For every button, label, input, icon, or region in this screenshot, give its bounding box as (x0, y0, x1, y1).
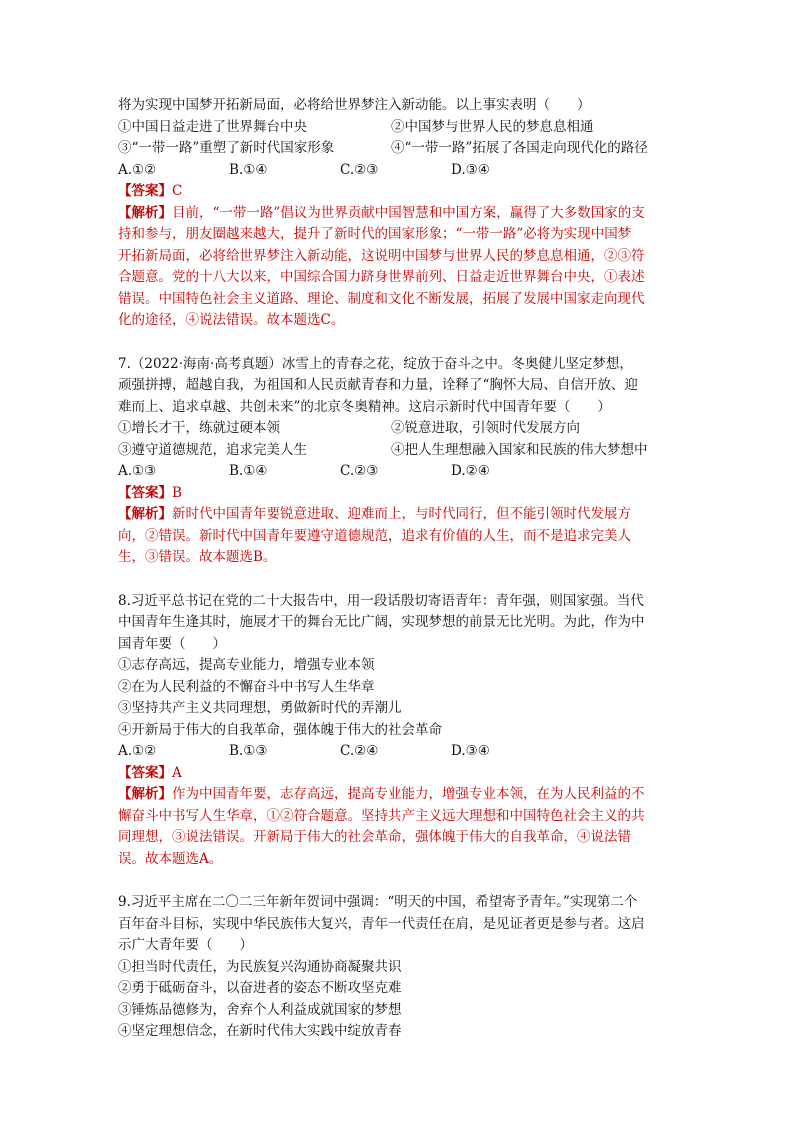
q6-stem: 将为实现中国梦开拓新局面，必将给世界梦注入新动能。以上事实表明（ ） (118, 97, 591, 113)
q6-explanation-line-6: 化的途径，④说法错误。故本题选C。 (118, 312, 345, 328)
q7-stem-line-1: 7.（2022·海南·高考真题）冰雪上的青春之花，绽放于奋斗之中。冬奥健儿坚定梦想， (118, 355, 633, 372)
q6-explanation-line-2: 持和参与，朋友圈越来越大，提升了新时代的国家形象；“一带一路”必将为实现中国梦 (118, 226, 632, 242)
q8-option-3: ③坚持共产主义共同理想，勇做新时代的弄潮儿 (118, 700, 402, 716)
q6-option-4: ④“一带一路”拓展了各国走向现代化的路径 (391, 140, 648, 156)
q6-explanation-line-5: 错误。中国特色社会主义道路、理论、制度和文化不断发展，拓展了发展中国家走向现代 (118, 290, 645, 307)
q7-option-2: ②锐意进取，引领时代发展方向 (391, 420, 580, 436)
q7-choice-d: D.②④ (451, 463, 490, 479)
q6-choice-a: A.①② (118, 161, 157, 178)
q7-choices (118, 461, 678, 483)
q7-explanation-label: 【解析】 (118, 506, 172, 522)
q7-answer (118, 483, 678, 505)
q7-explanation-line-1: 【解析】新时代中国青年要锐意进取、迎难而上，与时代同行，但不能引领时代发展方 (118, 506, 631, 522)
q6-options-row-2 (118, 138, 678, 160)
q6-option-2: ②中国梦与世界人民的梦息息相通 (391, 118, 594, 135)
document-page (118, 95, 678, 1043)
q7-choice-c: C.②③ (340, 463, 379, 479)
q7-answer-value: B (172, 484, 182, 501)
q6-explanation-line-3: 开拓新局面，必将给世界梦注入新动能，这说明中国梦与世界人民的梦息息相通，②③符 (118, 247, 645, 264)
q7-options-row-2 (118, 440, 678, 462)
q6-answer-value: C (172, 183, 183, 199)
q9-option-3: ③锤炼品德修为，舍弃个人利益成就国家的梦想 (118, 1001, 402, 1018)
q8-explanation-line-3: 同理想，③说法错误。开新局于伟大的社会革命，强体魄于伟大的自我革命，④说法错 (118, 829, 631, 845)
q7-option-3: ③遵守道德规范，追求完美人生 (118, 441, 307, 458)
q9-option-1: ①担当时代责任，为民族复兴沟通协商凝聚共识 (118, 958, 402, 975)
q6-choices (118, 160, 678, 182)
q6-option-1: ①中国日益走进了世界舞台中央 (118, 118, 307, 135)
q6-explanation-line-4: 合题意。党的十八大以来，中国综合国力跻身世界前列、日益走近世界舞台中央，①表述 (118, 269, 645, 285)
q9-stem-line-2: 百年奋斗目标，实现中华民族伟大复兴，青年一代责任在肩，是见证者更是参与者。这启 (118, 915, 645, 932)
q8-option-4: ④开新局于伟大的自我革命，强体魄于伟大的社会革命 (118, 721, 442, 738)
q8-stem-line-2: 中国青年生逢其时，施展才干的舞台无比广阔，实现梦想的前景无比光明。为此，作为中 (118, 614, 645, 630)
q8-option-2: ②在为人民利益的不懈奋斗中书写人生华章 (118, 678, 375, 695)
q7-stem-line-2: 顽强拼搏，超越自我，为祖国和人民贡献青春和力量，诠释了“胸怀大局、自信开放、迎 (118, 377, 638, 393)
q8-answer-value: A (172, 764, 182, 781)
q9-option-4: ④坚定理想信念，在新时代伟大实践中绽放青春 (118, 1023, 402, 1039)
q8-explanation-label: 【解析】 (118, 786, 172, 802)
q9-stem-line-1: 9.习近平主席在二〇二三年新年贺词中强调：“明天的中国，希望寄予青年。”实现第二个 (118, 894, 638, 910)
q7-options-row-1 (118, 418, 678, 440)
q8-choice-c: C.②④ (340, 743, 379, 759)
q6-choice-b: B.①④ (229, 161, 268, 178)
q8-explanation-line-1: 【解析】作为中国青年要，志存高远，提高专业能力，增强专业本领，在为人民利益的不 (118, 786, 645, 802)
q7-explanation-line-2: 向，②错误。新时代中国青年要遵守道德规范，追求有价值的人生，而不是追求完美人 (118, 527, 631, 544)
q7-choice-a: A.①③ (118, 463, 157, 479)
q9-option-2: ②勇于砥砺奋斗，以奋进者的姿态不断攻坚克难 (118, 980, 402, 996)
q7-option-4: ④把人生理想融入国家和民族的伟大梦想中 (391, 441, 648, 458)
q8-explanation-line-2: 懈奋斗中书写人生华章，①②符合题意。坚持共产主义远大理想和中国特色社会主义的共 (118, 807, 645, 824)
q8-stem-line-3: 国青年要（ ） (118, 635, 226, 652)
q8-choice-d: D.③④ (451, 743, 490, 759)
q7-choice-b: B.①④ (229, 463, 268, 479)
q6-choice-c: C.②③ (340, 161, 379, 178)
q8-stem-line-1: 8.习近平总书记在党的二十大报告中，用一段话殷切寄语青年：青年强，则国家强。当代 (118, 592, 644, 609)
q8-choice-a: A.①② (118, 743, 157, 759)
q7-explanation-line-3: 生，③错误。故本题选B。 (118, 549, 277, 565)
q7-stem-line-3: 难而上、追求卓越、共创未来”的北京冬奥精神。这启示新时代中国青年要（ ） (118, 398, 611, 415)
q8-answer (118, 763, 678, 785)
q6-answer (118, 181, 678, 203)
q6-answer-label: 【答案】 (118, 183, 172, 199)
q8-choice-b: B.①③ (229, 743, 268, 759)
q6-explanation-label: 【解析】 (118, 204, 172, 221)
q8-answer-label: 【答案】 (118, 764, 172, 781)
q6-options-row-1 (118, 117, 678, 139)
q9-stem-line-3: 示广大青年要（ ） (118, 937, 253, 953)
q8-explanation-line-4: 误。故本题选A。 (118, 850, 223, 867)
q8-option-1: ①志存高远，提高专业能力，增强专业本领 (118, 657, 375, 673)
q8-choices (118, 741, 678, 763)
q6-choice-d: D.③④ (451, 161, 490, 178)
q6-option-3: ③“一带一路”重塑了新时代国家形象 (118, 140, 335, 156)
q7-answer-label: 【答案】 (118, 484, 172, 501)
q7-option-1: ①增长才干，练就过硬本领 (118, 420, 280, 436)
q6-explanation-line-1: 【解析】目前，“一带一路”倡议为世界贡献中国智慧和中国方案，赢得了大多数国家的支 (118, 204, 645, 221)
